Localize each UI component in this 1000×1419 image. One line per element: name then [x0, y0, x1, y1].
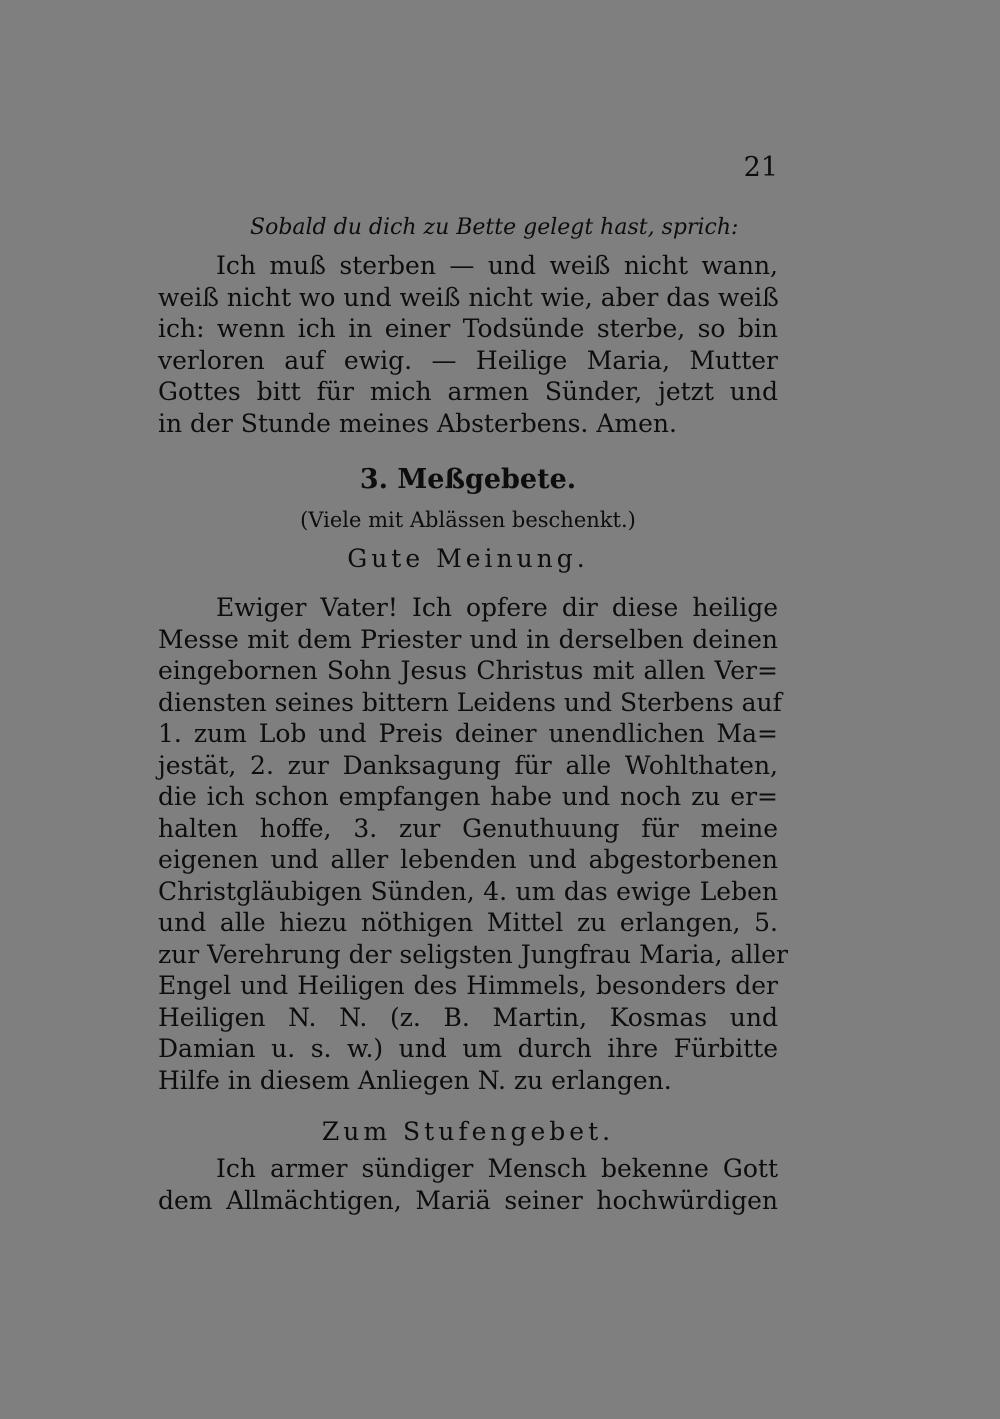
- subheading-gute-meinung: Gute Meinung.: [347, 544, 589, 573]
- text-line: dem Allmächtigen, Mariä seiner hochwürdigen: [158, 1185, 778, 1215]
- text-line: Messe mit dem Priester und in derselben deinen: [158, 624, 778, 654]
- text-line: Gottes bitt für mich armen Sünder, jetzt und: [158, 377, 778, 406]
- text-line: und alle hiezu nöthigen Mittel zu erlangen, 5.: [158, 908, 778, 937]
- text-line: ich: wenn ich in einer Todsünde sterbe, so bin: [158, 314, 778, 343]
- book-page: [158, 0, 788, 1419]
- page-number: 21: [743, 152, 778, 183]
- instruction-text: Sobald du dich zu Bette gelegt hast, sprich:: [250, 215, 739, 240]
- section-note: (Viele mit Ablässen beschenkt.): [300, 508, 636, 532]
- text-line: Ich muß sterben — und weiß nicht wann,: [216, 251, 778, 280]
- section-heading: 3. Meßgebete.: [359, 464, 577, 495]
- text-line: verloren auf ewig. — Heilige Maria, Mutter: [158, 345, 778, 375]
- text-line: 1. zum Lob und Preis deiner unendlichen Ma=: [158, 719, 778, 748]
- text-line: Ich armer sündiger Mensch bekenne Gott: [216, 1154, 778, 1183]
- text-line: Engel und Heiligen des Himmels, besonders der: [158, 971, 778, 1000]
- text-line: halten hoffe, 3. zur Genuthuung für meine: [158, 813, 778, 843]
- text-line: die ich schon empfangen habe und noch zu er=: [158, 782, 778, 811]
- text-line: in der Stunde meines Absterbens. Amen.: [158, 408, 677, 438]
- prayer-before-sleep: [158, 250, 778, 439]
- text-line: eigenen und aller lebenden und abgestorbenen: [158, 845, 778, 874]
- text-line: zur Verehrung der seligsten Jungfrau Maria, aller: [158, 939, 788, 969]
- text-line: jestät, 2. zur Danksagung für alle Wohlthaten,: [158, 750, 778, 780]
- text-line: Ewiger Vater! Ich opfere dir diese heilige: [216, 593, 778, 622]
- subheading-stufengebet: Zum Stufengebet.: [321, 1117, 615, 1146]
- text-line: eingebornen Sohn Jesus Christus mit allen Ver=: [158, 656, 778, 685]
- text-line: weiß nicht wo und weiß nicht wie, aber das weiß: [158, 282, 779, 312]
- text-line: Heiligen N. N. (z. B. Martin, Kosmas und: [158, 1002, 778, 1032]
- text-line: diensten seines bittern Leidens und Sterbens auf: [158, 687, 782, 717]
- text-line: Damian u. s. w.) und um durch ihre Fürbitte: [158, 1034, 778, 1063]
- prayer-gute-meinung: [158, 592, 788, 1096]
- text-line: Hilfe in diesem Anliegen N. zu erlangen.: [158, 1065, 672, 1095]
- prayer-stufengebet: [158, 1153, 778, 1216]
- text-line: Christgläubigen Sünden, 4. um das ewige Leben: [158, 876, 778, 906]
